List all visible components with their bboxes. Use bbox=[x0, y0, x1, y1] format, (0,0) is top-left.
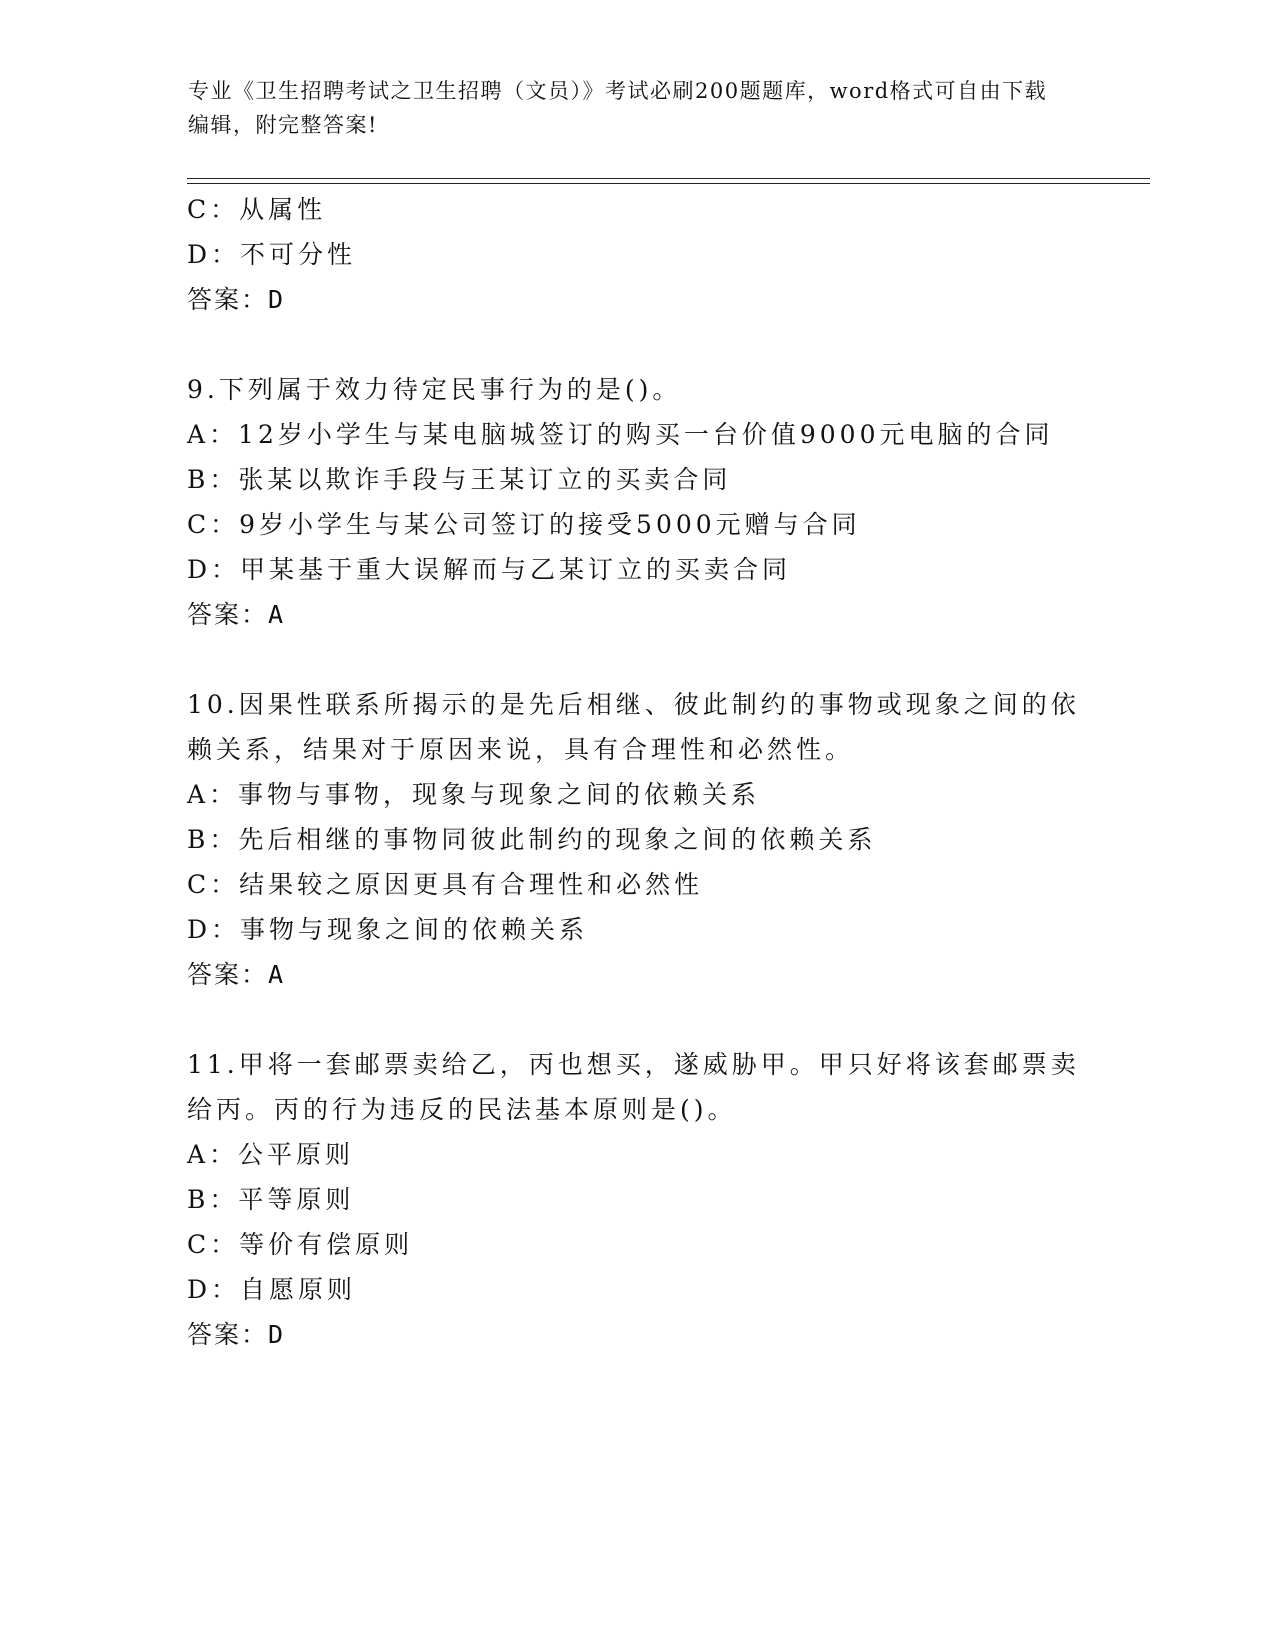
q9-option-d: D：甲某基于重大误解而与乙某订立的买卖合同 bbox=[187, 555, 792, 584]
q8-answer bbox=[187, 283, 283, 317]
q10-option-c: C：结果较之原因更具有合理性和必然性 bbox=[187, 870, 704, 899]
q11-answer bbox=[187, 1318, 283, 1352]
q10-option-a: A：事物与事物，现象与现象之间的依赖关系 bbox=[187, 780, 761, 809]
q11-stem-line2: 给丙。丙的行为违反的民法基本原则是()。 bbox=[187, 1095, 737, 1124]
q8-option-d: D：不可分性 bbox=[187, 240, 357, 269]
q10-option-b: B：先后相继的事物同彼此制约的现象之间的依赖关系 bbox=[187, 825, 877, 854]
q11-option-b: B：平等原则 bbox=[187, 1185, 355, 1214]
q11-option-d: D：自愿原则 bbox=[187, 1275, 357, 1304]
q9-option-c: C：9岁小学生与某公司签订的接受5000元赠与合同 bbox=[187, 510, 861, 539]
q8-option-c: C：从属性 bbox=[187, 195, 327, 224]
q9-option-a: A：12岁小学生与某电脑城签订的购买一台价值9000元电脑的合同 bbox=[187, 420, 1054, 449]
answer-value: A bbox=[268, 600, 284, 629]
q9-stem: 9.下列属于效力待定民事行为的是()。 bbox=[187, 375, 682, 404]
q11-option-c: C：等价有偿原则 bbox=[187, 1230, 414, 1259]
q10-stem-line2: 赖关系，结果对于原因来说，具有合理性和必然性。 bbox=[187, 735, 855, 764]
answer-value: D bbox=[268, 1320, 284, 1349]
answer-value: A bbox=[268, 960, 284, 989]
document-header: 专业《卫生招聘考试之卫生招聘（文员）》考试必刷200题题库，word格式可自由下载编辑，附完整答案! bbox=[188, 79, 1048, 137]
answer-label: 答案： bbox=[187, 960, 269, 989]
q9-option-b: B：张某以欺诈手段与王某订立的买卖合同 bbox=[187, 465, 732, 494]
q11-option-a: A：公平原则 bbox=[187, 1140, 355, 1169]
q10-option-d: D：事物与现象之间的依赖关系 bbox=[187, 915, 589, 944]
header-rule-top bbox=[187, 178, 1150, 179]
answer-value: D bbox=[268, 285, 284, 314]
q10-stem-line1: 10.因果性联系所揭示的是先后相继、彼此制约的事物或现象之间的依 bbox=[187, 690, 1080, 719]
q10-answer bbox=[187, 958, 283, 992]
q11-stem-line1: 11.甲将一套邮票卖给乙，丙也想买，遂威胁甲。甲只好将该套邮票卖 bbox=[187, 1050, 1080, 1079]
q9-answer bbox=[187, 598, 283, 632]
answer-label: 答案： bbox=[187, 285, 269, 314]
answer-label: 答案： bbox=[187, 1320, 269, 1349]
header-rule-bottom bbox=[187, 183, 1150, 184]
answer-label: 答案： bbox=[187, 600, 269, 629]
